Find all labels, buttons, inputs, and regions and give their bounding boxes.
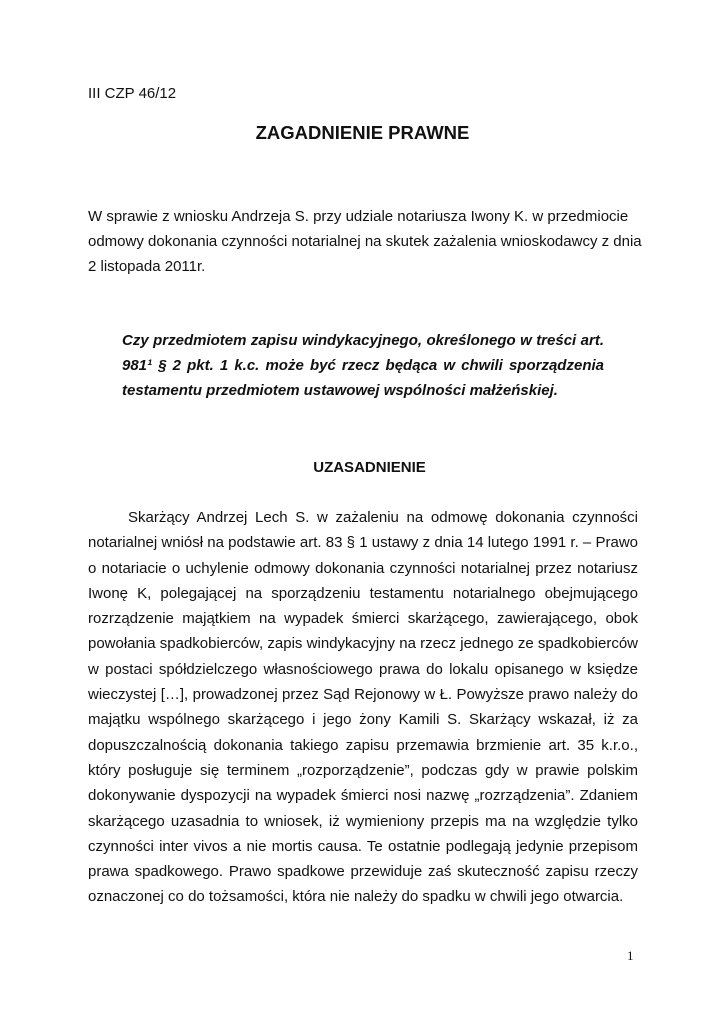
justification-paragraph: Skarżący Andrzej Lech S. w zażaleniu na odmowę dokonania czynności notarialnej wniósł na podstawie art. 83 § 1 ustawy z dnia 14 lutego 1991 r. – Prawo o notariacie o uchylenie odmowy dokonania czynności notarialnej przez notariusz Iwonę K, polegającej na sporządzeniu testamentu notarialnego obejmującego rozrządzenie majątkiem na wypadek śmierci skarżącego, zawierającego, obok powołania spadkobierców, zapis windykacyjny na rzecz jednego ze spadkobierców w postaci spółdzielczego własnościowego prawa do lokalu opisanego w księdze wieczystej […], prowadzonej przez Sąd Rejonowy w Ł. Powyższe prawo należy do majątku wspólnego skarżącego i jego żony Kamili S. Skarżący wskazał, iż za dopuszczalnością dokonania takiego zapisu przemawia brzmienie art. 35 k.r.o., który posługuje się terminem „rozporządzenie”, podczas gdy w prawie polskim dokonywanie dyspozycji na wypadek śmierci nosi nazwę „rozrządzenia”. Zdaniem skarżącego uzasadnia to wniosek, iż wymieniony przepis ma na względzie tylko czynności inter vivos a nie mortis causa. Te ostatnie podlegają jedynie przepisom prawa spadkowego. Prawo spadkowe przewiduje zaś skuteczność zapisu rzeczy oznaczonej co do tożsamości, która nie należy do spadku w chwili jego otwarcia. [88,509,638,906]
page-number: 1 [627,948,634,963]
case-number: III CZP 46/12 [88,85,177,102]
section-heading: UZASADNIENIE [313,459,426,476]
document-title: ZAGADNIENIE PRAWNE [255,122,470,143]
intro-paragraph: W sprawie z wniosku Andrzeja S. przy udziale notariusza Iwony K. w przedmiocie odmowy dokonania czynności notarialnej na skutek zażalenia wnioskodawcy z dnia 2 listopada 2011r. [88,208,642,275]
legal-question: Czy przedmiotem zapisu windykacyjnego, określonego w treści art. 981¹ § 2 pkt. 1 k.c. może być rzecz będąca w chwili sporządzenia testamentu przedmiotem ustawowej wspólności małżeńskiej. [122,332,604,399]
